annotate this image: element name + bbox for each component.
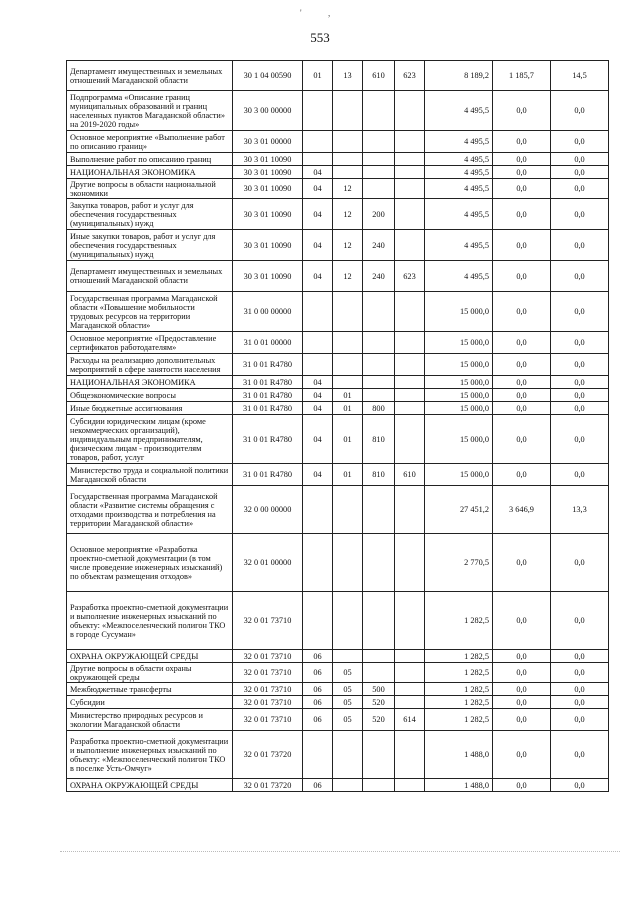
subsection-code: 05 bbox=[333, 683, 363, 696]
row-name: Другие вопросы в области национальной экономики bbox=[67, 179, 233, 199]
section-code: 04 bbox=[303, 230, 333, 261]
execution-percent: 0,0 bbox=[551, 464, 609, 486]
table-row bbox=[67, 61, 609, 91]
amount-approved: 15 000,0 bbox=[425, 415, 493, 464]
amount-executed: 0,0 bbox=[493, 166, 551, 179]
expense-type-code bbox=[363, 131, 395, 153]
scan-mark: , bbox=[328, 8, 331, 18]
scan-mark: ' bbox=[300, 8, 302, 18]
amount-executed: 0,0 bbox=[493, 153, 551, 166]
grbs-code bbox=[395, 131, 425, 153]
expense-type-code: 240 bbox=[363, 261, 395, 292]
grbs-code bbox=[395, 486, 425, 534]
row-name: Основное мероприятие «Разработка проектно-сметной документации (в том числе проведение инженерных изысканий) по объектам размещения отходов» bbox=[67, 534, 233, 592]
execution-percent: 0,0 bbox=[551, 199, 609, 230]
expense-type-code bbox=[363, 354, 395, 376]
section-code: 04 bbox=[303, 376, 333, 389]
section-code: 06 bbox=[303, 650, 333, 663]
row-name: Субсидии юридическим лицам (кроме некоммерческих организаций), индивидуальным предпринимателям, физическим лицам - производителям товаров, работ, услуг bbox=[67, 415, 233, 464]
execution-percent: 0,0 bbox=[551, 650, 609, 663]
row-name: Выполнение работ по описанию границ bbox=[67, 153, 233, 166]
expense-type-code bbox=[363, 91, 395, 131]
target-article-code: 32 0 01 73710 bbox=[233, 696, 303, 709]
execution-percent: 0,0 bbox=[551, 389, 609, 402]
table-body bbox=[67, 61, 609, 792]
section-code: 06 bbox=[303, 779, 333, 792]
table-row bbox=[67, 292, 609, 332]
expense-type-code bbox=[363, 486, 395, 534]
amount-executed: 0,0 bbox=[493, 354, 551, 376]
target-article-code: 32 0 01 73710 bbox=[233, 663, 303, 683]
target-article-code: 31 0 01 R4780 bbox=[233, 464, 303, 486]
row-name: Иные бюджетные ассигнования bbox=[67, 402, 233, 415]
amount-approved: 1 282,5 bbox=[425, 709, 493, 731]
grbs-code bbox=[395, 731, 425, 779]
subsection-code bbox=[333, 332, 363, 354]
expense-type-code bbox=[363, 534, 395, 592]
table-row bbox=[67, 354, 609, 376]
subsection-code bbox=[333, 166, 363, 179]
grbs-code bbox=[395, 402, 425, 415]
amount-approved: 4 495,5 bbox=[425, 131, 493, 153]
table-row bbox=[67, 683, 609, 696]
section-code: 04 bbox=[303, 179, 333, 199]
execution-percent: 0,0 bbox=[551, 779, 609, 792]
amount-approved: 15 000,0 bbox=[425, 376, 493, 389]
row-name: Расходы на реализацию дополнительных мероприятий в сфере занятости населения bbox=[67, 354, 233, 376]
subsection-code: 01 bbox=[333, 464, 363, 486]
execution-percent: 0,0 bbox=[551, 179, 609, 199]
amount-executed: 1 185,7 bbox=[493, 61, 551, 91]
grbs-code bbox=[395, 199, 425, 230]
amount-approved: 1 282,5 bbox=[425, 683, 493, 696]
grbs-code: 610 bbox=[395, 464, 425, 486]
table-row bbox=[67, 389, 609, 402]
execution-percent: 0,0 bbox=[551, 332, 609, 354]
table-row bbox=[67, 332, 609, 354]
amount-executed: 0,0 bbox=[493, 464, 551, 486]
subsection-code bbox=[333, 354, 363, 376]
execution-percent: 0,0 bbox=[551, 354, 609, 376]
subsection-code: 12 bbox=[333, 199, 363, 230]
amount-executed: 0,0 bbox=[493, 592, 551, 650]
execution-percent: 0,0 bbox=[551, 153, 609, 166]
execution-percent: 0,0 bbox=[551, 402, 609, 415]
target-article-code: 30 3 01 10090 bbox=[233, 230, 303, 261]
execution-percent: 0,0 bbox=[551, 683, 609, 696]
target-article-code: 32 0 01 73710 bbox=[233, 709, 303, 731]
table-row bbox=[67, 779, 609, 792]
table-row bbox=[67, 663, 609, 683]
subsection-code bbox=[333, 534, 363, 592]
amount-approved: 8 189,2 bbox=[425, 61, 493, 91]
row-name: Общеэкономические вопросы bbox=[67, 389, 233, 402]
row-name: Основное мероприятие «Выполнение работ по описанию границ» bbox=[67, 131, 233, 153]
expense-type-code bbox=[363, 663, 395, 683]
expense-type-code bbox=[363, 779, 395, 792]
subsection-code bbox=[333, 91, 363, 131]
amount-executed: 0,0 bbox=[493, 696, 551, 709]
amount-approved: 4 495,5 bbox=[425, 199, 493, 230]
execution-percent: 0,0 bbox=[551, 376, 609, 389]
row-name: ОХРАНА ОКРУЖАЮЩЕЙ СРЕДЫ bbox=[67, 650, 233, 663]
expense-type-code: 200 bbox=[363, 199, 395, 230]
amount-approved: 1 282,5 bbox=[425, 696, 493, 709]
grbs-code bbox=[395, 376, 425, 389]
expense-type-code bbox=[363, 179, 395, 199]
row-name: НАЦИОНАЛЬНАЯ ЭКОНОМИКА bbox=[67, 376, 233, 389]
table-row bbox=[67, 91, 609, 131]
target-article-code: 30 3 01 10090 bbox=[233, 179, 303, 199]
grbs-code bbox=[395, 354, 425, 376]
amount-executed: 0,0 bbox=[493, 332, 551, 354]
amount-executed: 0,0 bbox=[493, 199, 551, 230]
table-row bbox=[67, 534, 609, 592]
amount-approved: 27 451,2 bbox=[425, 486, 493, 534]
table-row bbox=[67, 731, 609, 779]
amount-approved: 15 000,0 bbox=[425, 389, 493, 402]
subsection-code: 12 bbox=[333, 179, 363, 199]
subsection-code bbox=[333, 650, 363, 663]
target-article-code: 30 3 01 00000 bbox=[233, 131, 303, 153]
grbs-code bbox=[395, 179, 425, 199]
target-article-code: 31 0 00 00000 bbox=[233, 292, 303, 332]
section-code: 04 bbox=[303, 402, 333, 415]
grbs-code bbox=[395, 696, 425, 709]
target-article-code: 31 0 01 R4780 bbox=[233, 389, 303, 402]
grbs-code bbox=[395, 230, 425, 261]
amount-executed: 0,0 bbox=[493, 91, 551, 131]
amount-executed: 0,0 bbox=[493, 376, 551, 389]
section-code: 01 bbox=[303, 61, 333, 91]
amount-approved: 1 488,0 bbox=[425, 731, 493, 779]
amount-executed: 0,0 bbox=[493, 389, 551, 402]
table-row bbox=[67, 153, 609, 166]
subsection-code: 01 bbox=[333, 415, 363, 464]
amount-approved: 1 488,0 bbox=[425, 779, 493, 792]
section-code: 04 bbox=[303, 464, 333, 486]
section-code bbox=[303, 592, 333, 650]
expense-type-code bbox=[363, 376, 395, 389]
execution-percent: 14,5 bbox=[551, 61, 609, 91]
bottom-dotted-rule bbox=[60, 851, 620, 852]
section-code: 04 bbox=[303, 199, 333, 230]
expense-type-code: 610 bbox=[363, 61, 395, 91]
section-code bbox=[303, 731, 333, 779]
subsection-code: 05 bbox=[333, 663, 363, 683]
amount-executed: 0,0 bbox=[493, 131, 551, 153]
expense-type-code: 800 bbox=[363, 402, 395, 415]
section-code: 04 bbox=[303, 389, 333, 402]
expense-type-code bbox=[363, 650, 395, 663]
execution-percent: 0,0 bbox=[551, 131, 609, 153]
execution-percent: 0,0 bbox=[551, 166, 609, 179]
target-article-code: 32 0 01 73710 bbox=[233, 650, 303, 663]
target-article-code: 32 0 00 00000 bbox=[233, 486, 303, 534]
grbs-code bbox=[395, 292, 425, 332]
expense-type-code bbox=[363, 292, 395, 332]
grbs-code bbox=[395, 779, 425, 792]
table-row bbox=[67, 376, 609, 389]
amount-approved: 4 495,5 bbox=[425, 153, 493, 166]
grbs-code bbox=[395, 153, 425, 166]
amount-approved: 2 770,5 bbox=[425, 534, 493, 592]
row-name: Департамент имущественных и земельных отношений Магаданской области bbox=[67, 261, 233, 292]
execution-percent: 0,0 bbox=[551, 709, 609, 731]
amount-approved: 4 495,5 bbox=[425, 166, 493, 179]
subsection-code bbox=[333, 292, 363, 332]
amount-executed: 0,0 bbox=[493, 230, 551, 261]
amount-approved: 15 000,0 bbox=[425, 402, 493, 415]
subsection-code bbox=[333, 153, 363, 166]
table-row bbox=[67, 402, 609, 415]
amount-approved: 4 495,5 bbox=[425, 91, 493, 131]
execution-percent: 0,0 bbox=[551, 534, 609, 592]
target-article-code: 30 1 04 00590 bbox=[233, 61, 303, 91]
section-code bbox=[303, 332, 333, 354]
table-row bbox=[67, 199, 609, 230]
grbs-code bbox=[395, 389, 425, 402]
amount-executed: 0,0 bbox=[493, 402, 551, 415]
section-code bbox=[303, 486, 333, 534]
amount-approved: 1 282,5 bbox=[425, 663, 493, 683]
section-code: 04 bbox=[303, 415, 333, 464]
table-row bbox=[67, 696, 609, 709]
table-row bbox=[67, 179, 609, 199]
table-row bbox=[67, 230, 609, 261]
subsection-code bbox=[333, 486, 363, 534]
execution-percent: 0,0 bbox=[551, 663, 609, 683]
row-name: Разработка проектно-сметной документации и выполнение инженерных изысканий по объекту: «Межпоселенческий полигон ТКО в поселке Усть-Омчуг» bbox=[67, 731, 233, 779]
grbs-code bbox=[395, 415, 425, 464]
amount-approved: 4 495,5 bbox=[425, 230, 493, 261]
expense-type-code: 500 bbox=[363, 683, 395, 696]
amount-executed: 0,0 bbox=[493, 650, 551, 663]
section-code bbox=[303, 292, 333, 332]
amount-executed: 0,0 bbox=[493, 179, 551, 199]
execution-percent: 13,3 bbox=[551, 486, 609, 534]
section-code bbox=[303, 153, 333, 166]
table-row bbox=[67, 261, 609, 292]
section-code: 04 bbox=[303, 261, 333, 292]
subsection-code: 05 bbox=[333, 696, 363, 709]
grbs-code bbox=[395, 663, 425, 683]
amount-executed: 0,0 bbox=[493, 534, 551, 592]
subsection-code: 12 bbox=[333, 261, 363, 292]
grbs-code bbox=[395, 650, 425, 663]
expense-type-code bbox=[363, 332, 395, 354]
table-row bbox=[67, 650, 609, 663]
expense-type-code bbox=[363, 153, 395, 166]
row-name: Министерство природных ресурсов и экологии Магаданской области bbox=[67, 709, 233, 731]
table-row bbox=[67, 131, 609, 153]
amount-approved: 15 000,0 bbox=[425, 354, 493, 376]
execution-percent: 0,0 bbox=[551, 230, 609, 261]
execution-percent: 0,0 bbox=[551, 592, 609, 650]
row-name: Иные закупки товаров, работ и услуг для обеспечения государственных (муниципальных) нужд bbox=[67, 230, 233, 261]
table-row bbox=[67, 166, 609, 179]
amount-executed: 0,0 bbox=[493, 779, 551, 792]
section-code: 06 bbox=[303, 683, 333, 696]
row-name: Государственная программа Магаданской области «Повышение мобильности трудовых ресурсов на территории Магаданской области» bbox=[67, 292, 233, 332]
subsection-code: 13 bbox=[333, 61, 363, 91]
row-name: Департамент имущественных и земельных отношений Магаданской области bbox=[67, 61, 233, 91]
execution-percent: 0,0 bbox=[551, 292, 609, 332]
amount-executed: 0,0 bbox=[493, 663, 551, 683]
target-article-code: 32 0 01 00000 bbox=[233, 534, 303, 592]
amount-executed: 0,0 bbox=[493, 261, 551, 292]
section-code bbox=[303, 131, 333, 153]
expense-type-code: 810 bbox=[363, 464, 395, 486]
amount-approved: 15 000,0 bbox=[425, 464, 493, 486]
table-row bbox=[67, 415, 609, 464]
section-code: 04 bbox=[303, 166, 333, 179]
row-name: Основное мероприятие «Предоставление сертификатов работодателям» bbox=[67, 332, 233, 354]
subsection-code bbox=[333, 376, 363, 389]
section-code bbox=[303, 91, 333, 131]
grbs-code: 623 bbox=[395, 261, 425, 292]
amount-approved: 1 282,5 bbox=[425, 592, 493, 650]
subsection-code: 01 bbox=[333, 389, 363, 402]
amount-approved: 15 000,0 bbox=[425, 292, 493, 332]
row-name: Субсидии bbox=[67, 696, 233, 709]
expense-type-code bbox=[363, 731, 395, 779]
amount-approved: 1 282,5 bbox=[425, 650, 493, 663]
execution-percent: 0,0 bbox=[551, 731, 609, 779]
amount-approved: 15 000,0 bbox=[425, 332, 493, 354]
grbs-code bbox=[395, 166, 425, 179]
target-article-code: 30 3 01 10090 bbox=[233, 261, 303, 292]
execution-percent: 0,0 bbox=[551, 261, 609, 292]
row-name: ОХРАНА ОКРУЖАЮЩЕЙ СРЕДЫ bbox=[67, 779, 233, 792]
section-code: 06 bbox=[303, 696, 333, 709]
target-article-code: 30 3 01 10090 bbox=[233, 199, 303, 230]
row-name: Подпрограмма «Описание границ муниципальных образований и границ населенных пунктов Магаданской области» на 2019-2020 годы» bbox=[67, 91, 233, 131]
subsection-code bbox=[333, 779, 363, 792]
subsection-code bbox=[333, 592, 363, 650]
section-code: 06 bbox=[303, 663, 333, 683]
grbs-code bbox=[395, 91, 425, 131]
grbs-code bbox=[395, 534, 425, 592]
amount-executed: 0,0 bbox=[493, 709, 551, 731]
table-row bbox=[67, 592, 609, 650]
target-article-code: 30 3 00 00000 bbox=[233, 91, 303, 131]
amount-executed: 3 646,9 bbox=[493, 486, 551, 534]
target-article-code: 31 0 01 R4780 bbox=[233, 376, 303, 389]
execution-percent: 0,0 bbox=[551, 696, 609, 709]
amount-approved: 4 495,5 bbox=[425, 179, 493, 199]
row-name: НАЦИОНАЛЬНАЯ ЭКОНОМИКА bbox=[67, 166, 233, 179]
execution-percent: 0,0 bbox=[551, 91, 609, 131]
section-code bbox=[303, 354, 333, 376]
row-name: Министерство труда и социальной политики Магаданской области bbox=[67, 464, 233, 486]
subsection-code: 12 bbox=[333, 230, 363, 261]
row-name: Межбюджетные трансферты bbox=[67, 683, 233, 696]
execution-percent: 0,0 bbox=[551, 415, 609, 464]
target-article-code: 31 0 01 R4780 bbox=[233, 354, 303, 376]
expense-type-code: 520 bbox=[363, 696, 395, 709]
table-row bbox=[67, 709, 609, 731]
table-row bbox=[67, 486, 609, 534]
amount-executed: 0,0 bbox=[493, 415, 551, 464]
expense-type-code: 240 bbox=[363, 230, 395, 261]
grbs-code bbox=[395, 592, 425, 650]
amount-executed: 0,0 bbox=[493, 731, 551, 779]
budget-table bbox=[66, 60, 609, 792]
expense-type-code bbox=[363, 166, 395, 179]
target-article-code: 32 0 01 73710 bbox=[233, 592, 303, 650]
target-article-code: 31 0 01 R4780 bbox=[233, 402, 303, 415]
row-name: Государственная программа Магаданской области «Развитие системы обращения с отходами производства и потребления на территории Магаданской области» bbox=[67, 486, 233, 534]
expense-type-code bbox=[363, 592, 395, 650]
target-article-code: 32 0 01 73710 bbox=[233, 683, 303, 696]
row-name: Закупка товаров, работ и услуг для обеспечения государственных (муниципальных) нужд bbox=[67, 199, 233, 230]
target-article-code: 32 0 01 73720 bbox=[233, 779, 303, 792]
grbs-code: 614 bbox=[395, 709, 425, 731]
section-code: 06 bbox=[303, 709, 333, 731]
grbs-code: 623 bbox=[395, 61, 425, 91]
target-article-code: 30 3 01 10090 bbox=[233, 166, 303, 179]
grbs-code bbox=[395, 332, 425, 354]
expense-type-code bbox=[363, 389, 395, 402]
subsection-code: 05 bbox=[333, 709, 363, 731]
target-article-code: 31 0 01 R4780 bbox=[233, 415, 303, 464]
page-number: 553 bbox=[310, 30, 330, 45]
subsection-code bbox=[333, 131, 363, 153]
section-code bbox=[303, 534, 333, 592]
table-row bbox=[67, 464, 609, 486]
amount-approved: 4 495,5 bbox=[425, 261, 493, 292]
subsection-code: 01 bbox=[333, 402, 363, 415]
row-name: Разработка проектно-сметной документации и выполнение инженерных изысканий по объекту: «Межпоселенческий полигон ТКО в городе Сусуман» bbox=[67, 592, 233, 650]
amount-executed: 0,0 bbox=[493, 292, 551, 332]
subsection-code bbox=[333, 731, 363, 779]
grbs-code bbox=[395, 683, 425, 696]
amount-executed: 0,0 bbox=[493, 683, 551, 696]
target-article-code: 31 0 01 00000 bbox=[233, 332, 303, 354]
target-article-code: 32 0 01 73720 bbox=[233, 731, 303, 779]
expense-type-code: 810 bbox=[363, 415, 395, 464]
target-article-code: 30 3 01 10090 bbox=[233, 153, 303, 166]
row-name: Другие вопросы в области охраны окружающей среды bbox=[67, 663, 233, 683]
expense-type-code: 520 bbox=[363, 709, 395, 731]
